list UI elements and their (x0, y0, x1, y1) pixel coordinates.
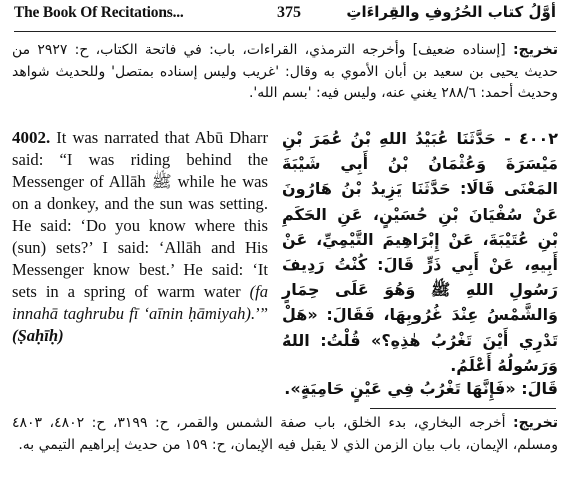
takhrij-label: تخريج: (512, 415, 558, 431)
transliteration-phrase: (fa innahā taghrubu fī ‘aīnin ḥāmiyah). (12, 282, 268, 323)
page-number: 375 (277, 4, 301, 21)
hadith-grade: (Ṣaḥīḥ) (12, 326, 64, 345)
arabic-hadith-text: ٤٠٠٢ - حَدَّثَنَا عُبَيْدُ اللهِ بْنُ عُمَرَ بْنِ مَيْسَرَةَ وَعُثْمَانُ بْنُ أَبِي شَيْبَةَ المَعْنَى قَالَا: حَدَّثَنَا يَزِيدُ بْنُ هَارُونَ عَنْ سُفْيَانَ بْنِ حُسَيْنٍ، عَنِ الحَكَمِ بْنِ عُتَيْبَةَ، عَنْ إِبْرَاهِيمَ التَّيْمِيِّ، عَنْ أَبِيهِ، عَنْ أَبِي ذَرٍّ قَالَ: كُنْتُ رَدِيفَ رَسُولِ اللهِ ﷺ وَهُوَ عَلَى حِمَارٍ وَالشَّمْسُ عِنْدَ غُرُوبِهَا، فَقَالَ: «هَلْ تَدْرِي أَيْنَ تَغْرُبُ هٰذِهِ؟» قُلْتُ: اللهُ وَرَسُولُهُ أَعْلَمُ. (282, 129, 558, 375)
translation-text: It was narrated that Abū Dharr said: “I was riding behind the Messenger of Allāh ﷺ while he was on a donkey, and the sun was setting. He said: ‘Do you know where this (sun) sets?’ I said: ‘Allāh and His Messenger know best.’ He said: ‘It sets in a spring of warm water (12, 128, 268, 301)
arabic-hadith-last-line: قَالَ: «فَإِنَّهَا تَغْرُبُ فِي عَيْنٍ حَامِيَةٍ». (284, 379, 558, 398)
footnote-divider (370, 408, 556, 409)
arabic-chapter-title: أوَّلُ كتاب الحُرُوفِ والقِراءَاتِ (346, 3, 556, 21)
bottom-takhrij-footnote (12, 413, 558, 456)
takhrij-text: [إسناده ضعيف] وأخرجه الترمذي، القراءات، باب: في فاتحة الكتاب، ح: ٢٩٢٧ من حديث يحيى بن سعيد بن أبان الأموي به وقال: 'غريب وليس إسناده بمتصل' وللحديث شواهد وحديث أحمد: ٢٨٨/٦ يغني عنه، وليس فيه: 'بسم الله'. (12, 42, 558, 101)
takhrij-text: أخرجه البخاري، بدء الخلق، باب صفة الشمس والقمر، ح: ٣١٩٩، ح: ٤٨٠٢، ٤٨٠٣ ومسلم، الإيمان، باب بيان الزمن الذي لا يقبل فيه الإيمان، ح: ١٥٩ من حديث إبراهيم التيمي به. (12, 415, 558, 453)
hadith-number: 4002. (12, 128, 51, 147)
book-title: The Book Of Recitations... (14, 4, 184, 21)
top-takhrij-footnote (12, 40, 558, 105)
closing-quote: ’” (255, 304, 268, 323)
takhrij-label: تخريج: (513, 42, 559, 58)
header-divider (14, 31, 556, 32)
english-translation (12, 127, 268, 347)
page-header (14, 4, 556, 26)
